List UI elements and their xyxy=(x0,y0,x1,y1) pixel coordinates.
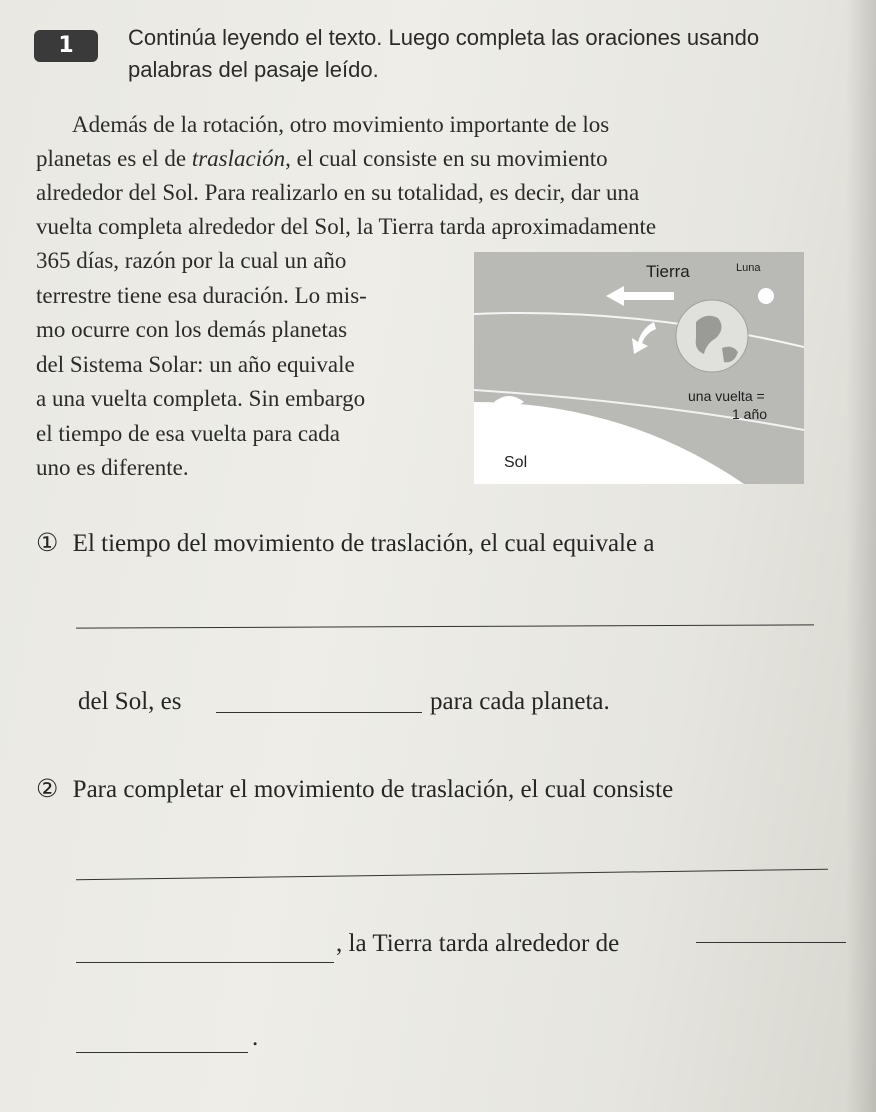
question-1-text: El tiempo del movimiento de traslación, el cual equivale a xyxy=(72,530,655,557)
exercise-instruction: Continúa leyendo el texto. Luego completa las oraciones usando palabras del pasaje leído. xyxy=(128,25,760,82)
passage-col-line: del Sistema Solar: un año equivale xyxy=(36,351,355,377)
answer-line-2a[interactable] xyxy=(76,869,828,880)
question-1-line2-start: del Sol, es xyxy=(78,688,182,715)
passage-line-1: Además de la rotación, otro movimiento importante de los xyxy=(72,112,610,137)
moon-icon xyxy=(758,288,774,304)
exercise-number-badge: 1 xyxy=(34,30,98,62)
question-2-line2: , la Tierra tarda alrededor de xyxy=(336,930,620,957)
passage-col-line: a una vuelta completa. Sin embargo xyxy=(36,386,366,411)
page-edge-shadow xyxy=(846,0,876,1112)
answer-line-2c[interactable] xyxy=(696,942,846,943)
passage-line-3: alrededor del Sol. Para realizarlo en su totalidad, es decir, dar una xyxy=(36,180,640,205)
answer-line-2b[interactable] xyxy=(76,962,334,963)
question-2-marker: ② xyxy=(36,776,59,803)
question-2-end: . xyxy=(252,1024,259,1051)
answer-line-1b[interactable] xyxy=(216,712,422,713)
passage-col-line: mo ocurre con los demás planetas xyxy=(36,317,348,342)
passage-line-2-end: , el cual consiste en su movimiento xyxy=(285,146,608,171)
passage-full-lines xyxy=(36,108,826,244)
passage-column xyxy=(36,244,456,486)
earth-label: Tierra xyxy=(646,262,690,281)
orbit-figure xyxy=(474,252,804,484)
question-1 xyxy=(36,528,836,558)
passage-col-line: 365 días, razón por la cual un año xyxy=(36,248,347,273)
passage-col-line: terrestre tiene esa duración. Lo mis- xyxy=(36,282,367,308)
passage-col-line: el tiempo de esa vuelta para cada xyxy=(36,420,340,446)
answer-line-1a[interactable] xyxy=(76,624,814,628)
passage-line-2 xyxy=(36,142,826,176)
term-traslacion: traslación xyxy=(191,146,286,171)
orbit-label-1: una vuelta = xyxy=(688,388,765,404)
rotation-arrow-icon xyxy=(632,322,656,354)
orbit-illustration xyxy=(474,252,804,484)
moon-label: Luna xyxy=(736,262,761,274)
question-1-line2-end: para cada planeta. xyxy=(430,688,610,715)
question-1-marker: ① xyxy=(36,530,59,557)
passage-col-line: uno es diferente. xyxy=(36,455,189,480)
orbit-label-2: 1 año xyxy=(732,406,768,422)
passage-line-4: vuelta completa alrededor del Sol, la Tierra tarda aproximadamente xyxy=(36,214,657,239)
orbit-arrow-icon xyxy=(606,286,674,306)
passage-line-2-start: planetas es el de xyxy=(36,146,192,171)
question-2-text: Para completar el movimiento de traslación, el cual consiste xyxy=(72,776,674,803)
sun-label: Sol xyxy=(504,454,528,471)
question-2 xyxy=(36,774,836,804)
answer-line-2d[interactable] xyxy=(76,1052,248,1053)
